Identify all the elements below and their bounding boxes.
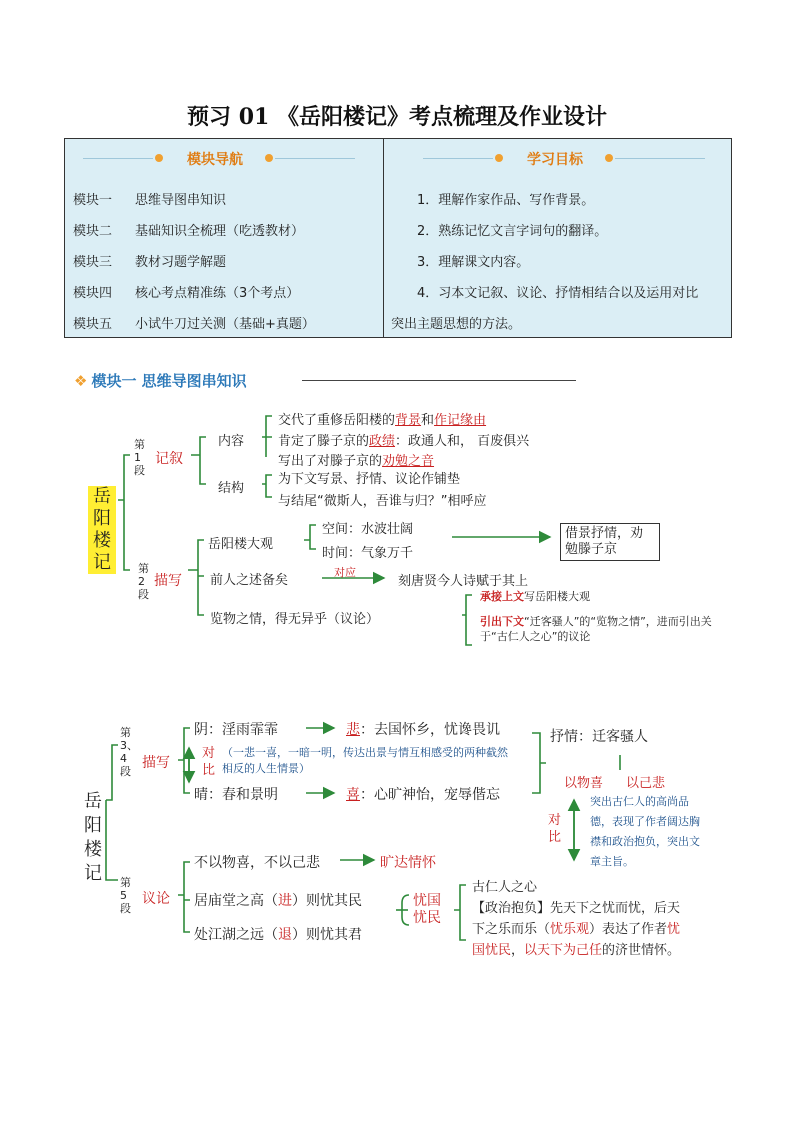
- paragraph-label: 第2段: [138, 562, 149, 601]
- module-key: 模块三: [73, 255, 113, 270]
- node-miaoxie2: 描写: [142, 755, 170, 771]
- goal-item: 4．习本文记叙、议论、抒情相结合以及运用对比: [417, 286, 699, 301]
- paragraph-label: 第1段: [134, 438, 145, 477]
- goal-item: 突出主题思想的方法。: [391, 317, 522, 332]
- node-miaotang: 居庙堂之高（进）则忧其民: [194, 893, 362, 909]
- node-jiegou: 结构: [218, 481, 245, 496]
- node-xi: 喜: [346, 787, 360, 803]
- node-miaoxie: 描写: [154, 573, 182, 589]
- node-qing: 晴：春和景明: [194, 787, 278, 803]
- goal-item: 1．理解作家作品、写作背景。: [417, 193, 595, 208]
- contrast-note: （一悲一喜，一暗一明，传达出景与情互相感受的两种截然相反的人生情景）: [222, 746, 508, 775]
- node-shijian: 时间：气象万千: [322, 546, 414, 561]
- module-label: 基础知识全梳理（吃透教材）: [135, 224, 305, 239]
- node-bei-rest: ：去国怀乡，忧谗畏讥: [360, 722, 500, 738]
- module-label: 教材习题学解题: [135, 255, 227, 270]
- node-daguan: 岳阳楼大观: [208, 537, 274, 552]
- section-heading-text: 模块一 思维导图串知识: [91, 372, 247, 390]
- mind-map-root: 岳阳楼记: [84, 791, 102, 884]
- node-buyi: 不以物喜，不以己悲: [194, 855, 320, 871]
- nav-header-goals: 学习目标: [527, 152, 583, 168]
- module-key: 模块五: [73, 317, 113, 332]
- node-chengjie: 承接上文写岳阳楼大观: [480, 590, 590, 603]
- node-neirong: 内容: [218, 434, 245, 449]
- module-label: 思维导图串知识: [135, 193, 227, 208]
- nav-header-modules: 模块导航: [187, 152, 243, 168]
- mind-map-root: 岳阳楼记: [88, 486, 116, 574]
- node-yiwuxi: 以物喜: [564, 776, 604, 791]
- node-xi-rest: ：心旷神怡，宠辱偕忘: [360, 787, 500, 803]
- module-key: 模块一: [73, 193, 113, 208]
- node-gurenren: 古仁人之心: [472, 880, 538, 895]
- module-label: 核心考点精准练（3个考点）: [135, 286, 300, 301]
- summary-box: 借景抒情，劝勉滕子京: [560, 523, 660, 561]
- goal-item: 2．熟练记忆文言字词句的翻译。: [417, 224, 608, 239]
- node-yinchu: 引出下文“迁客骚人”的“览物之情”，进而引出关于“古仁人之心”的议论: [480, 615, 712, 643]
- label-duiying: 对应: [334, 566, 356, 579]
- content-item: 交代了重修岳阳楼的背景和作记缘由: [278, 413, 487, 428]
- paragraph-label: 第5段: [120, 876, 131, 915]
- node-bei: 悲: [346, 722, 360, 738]
- node-jianghu: 处江湖之远（退）则忧其君: [194, 927, 362, 943]
- goal-item: 3．理解课文内容。: [417, 255, 530, 270]
- node-kongjian: 空间：水波壮阔: [322, 522, 414, 537]
- paragraph-label: 第3、4段: [120, 726, 138, 778]
- label-duibi: 对比: [202, 746, 216, 778]
- node-kuangda: 旷达情怀: [380, 855, 436, 871]
- node-qianren: 前人之述备矣: [210, 573, 289, 588]
- module-label: 小试牛刀过关测（基础+真题）: [135, 317, 315, 332]
- content-item: 肯定了滕子京的政绩：政通人和， 百废俱兴: [278, 434, 530, 449]
- node-yijibei: 以己悲: [626, 776, 666, 791]
- label-duibi2: 对比: [548, 813, 562, 845]
- node-yin: 阴：淫雨霏霏: [194, 722, 278, 738]
- node-shuqing: 抒情：迁客骚人: [550, 729, 648, 745]
- module-key: 模块二: [73, 224, 113, 239]
- structure-item: 与结尾“微斯人，吾谁与归？”相呼应: [278, 494, 487, 509]
- node-kejuan: 刻唐贤今人诗赋于其上: [398, 574, 529, 589]
- node-youguo: 忧国忧民: [413, 893, 441, 926]
- node-tuchu: 突出古仁人的高尚品德，表现了作者阔达胸襟和政治抱负，突出文章主旨。: [590, 795, 700, 868]
- structure-item: 为下文写景、抒情、议论作铺垫: [278, 472, 461, 487]
- content-item: 写出了对滕子京的劝勉之音: [278, 454, 435, 469]
- node-lanwu: 览物之情，得无异乎（议论）: [210, 612, 380, 627]
- page-title: 预习 01 《岳阳楼记》考点梳理及作业设计: [187, 104, 607, 130]
- node-yilun: 议论: [142, 891, 170, 907]
- module-key: 模块四: [73, 286, 113, 301]
- node-jixu: 记叙: [155, 451, 183, 467]
- diamond-icon: ❖: [74, 372, 88, 390]
- node-zhengzhi: 【政治抱负】先天下之忧而忧，后天下之乐而乐（忧乐观）表达了作者忧国忧民，以天下为己任的济世情怀。: [472, 901, 681, 958]
